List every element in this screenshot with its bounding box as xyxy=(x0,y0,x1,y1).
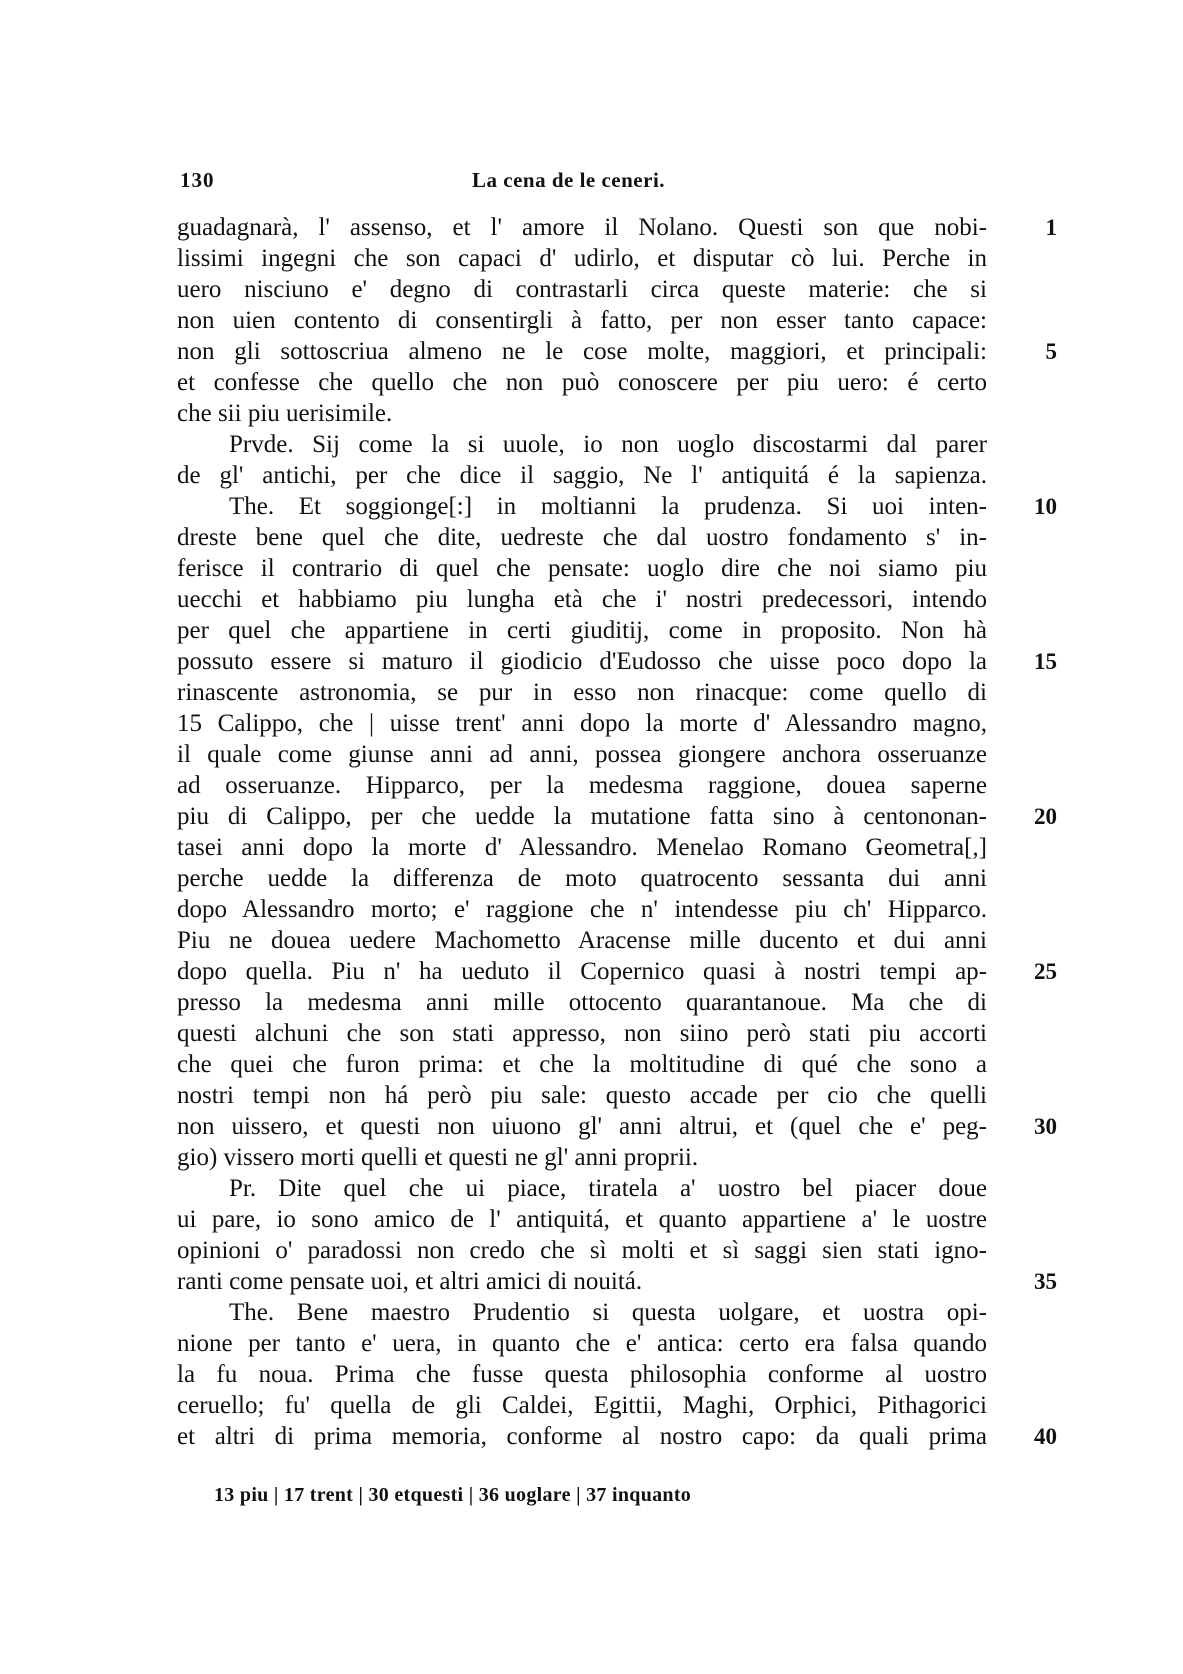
line-text: et altri di prima memoria, conforme al nostro capo: da quali prima xyxy=(177,1423,987,1450)
text-line xyxy=(177,243,987,274)
line-text: uero nisciuno e' degno di contrastarli circa queste materie: che si xyxy=(177,276,987,303)
line-text: The. Et soggionge[:] in moltianni la prudenza. Si uoi inten- xyxy=(229,493,987,520)
text-line xyxy=(177,1235,987,1266)
line-text: dopo Alessandro morto; e' raggione che n' intendesse piu ch' Hipparco. xyxy=(177,896,987,923)
body-text xyxy=(177,212,1057,1452)
line-text: ranti come pensate uoi, et altri amici di nouitá. xyxy=(177,1268,643,1295)
line-text: per quel che appartiene in certi giuditij, come in proposito. Non hà xyxy=(177,617,987,644)
text-line xyxy=(177,1359,987,1390)
line-text: ceruello; fu' quella de gli Caldei, Egittii, Maghi, Orphici, Pithagorici xyxy=(177,1392,987,1419)
page-number: 130 xyxy=(180,168,215,192)
text-line xyxy=(177,212,1057,243)
text-line xyxy=(177,522,987,553)
line-text: dopo quella. Piu n' ha ueduto il Copernico quasi à nostri tempi ap- xyxy=(177,958,987,985)
line-text: Piu ne douea uedere Machometto Aracense mille ducento et dui anni xyxy=(177,927,987,954)
text-line xyxy=(177,956,1057,987)
text-line xyxy=(177,584,987,615)
line-number: 30 xyxy=(1034,1114,1057,1139)
text-line xyxy=(177,863,987,894)
line-text: 15 Calippo, che | uisse trent' anni dopo la morte d' Alessandro magno, xyxy=(177,710,987,737)
line-text: non uien contento di consentirgli à fatto, per non esser tanto capace: xyxy=(177,307,987,334)
line-text: opinioni o' paradossi non credo che sì molti et sì saggi sien stati igno- xyxy=(177,1237,987,1264)
line-text: gio) vissero morti quelli et questi ne gl' anni proprii. xyxy=(177,1144,699,1171)
text-line xyxy=(177,739,987,770)
text-line xyxy=(177,1204,987,1235)
text-line xyxy=(177,553,987,584)
line-number: 15 xyxy=(1034,649,1057,674)
line-text: che sii piu uerisimile. xyxy=(177,400,393,427)
text-line xyxy=(177,305,987,336)
line-text: non gli sottoscriua almeno ne le cose molte, maggiori, et principali: xyxy=(177,338,987,365)
line-text: et confesse che quello che non può conoscere per piu uero: é certo xyxy=(177,369,987,396)
line-text: rinascente astronomia, se pur in esso non rinacque: come quello di xyxy=(177,679,987,706)
line-text: The. Bene maestro Prudentio si questa uolgare, et uostra opi- xyxy=(229,1299,987,1326)
text-line xyxy=(177,1328,987,1359)
text-line xyxy=(177,615,987,646)
text-line xyxy=(177,274,987,305)
line-text: guadagnarà, l' assenso, et l' amore il Nolano. Questi son que nobi- xyxy=(177,214,987,241)
text-line xyxy=(177,1390,987,1421)
line-text: la fu noua. Prima che fusse questa philosophia conforme al uostro xyxy=(177,1361,987,1388)
line-number: 35 xyxy=(1034,1269,1057,1294)
text-line xyxy=(177,1080,987,1111)
line-text: dreste bene quel che dite, uedreste che dal uostro fondamento s' in- xyxy=(177,524,987,551)
line-text: piu di Calippo, per che uedde la mutatione fatta sino à centononan- xyxy=(177,803,987,830)
line-number: 20 xyxy=(1034,804,1057,829)
line-text: ui pare, io sono amico de l' antiquitá, et quanto appartiene a' le uostre xyxy=(177,1206,987,1233)
line-text: questi alchuni che son stati appresso, non siino però stati piu accorti xyxy=(177,1020,987,1047)
text-line xyxy=(177,1297,987,1328)
text-line xyxy=(177,1173,987,1204)
text-line xyxy=(177,1049,987,1080)
text-line xyxy=(177,770,987,801)
text-line xyxy=(177,1421,1057,1452)
line-text: non uissero, et questi non uiuono gl' anni altrui, et (quel che e' peg- xyxy=(177,1113,987,1140)
line-text: perche uedde la differenza de moto quatrocento sessanta dui anni xyxy=(177,865,987,892)
text-line xyxy=(177,398,987,429)
line-text: Prvde. Sij come la si uuole, io non uoglo discostarmi dal parer xyxy=(229,431,987,458)
line-text: possuto essere si maturo il giodicio d'Eudosso che uisse poco dopo la xyxy=(177,648,987,675)
text-line xyxy=(177,1142,987,1173)
running-head xyxy=(0,168,1183,198)
line-number: 40 xyxy=(1034,1424,1057,1449)
line-text: de gl' antichi, per che dice il saggio, Ne l' antiquitá é la sapienza. xyxy=(177,462,987,489)
text-line xyxy=(177,801,1057,832)
text-line xyxy=(177,1266,1057,1297)
line-text: Pr. Dite quel che ui piace, tiratela a' uostro bel piacer doue xyxy=(229,1175,987,1202)
text-line xyxy=(177,491,1057,522)
line-text: presso la medesma anni mille ottocento quarantanoue. Ma che di xyxy=(177,989,987,1016)
text-line xyxy=(177,925,987,956)
text-line xyxy=(177,429,987,460)
text-line xyxy=(177,336,1057,367)
line-text: ferisce il contrario di quel che pensate: uoglo dire che noi siamo piu xyxy=(177,555,987,582)
line-text: lissimi ingegni che son capaci d' udirlo, et disputar cò lui. Perche in xyxy=(177,245,987,272)
text-line xyxy=(177,894,987,925)
text-line xyxy=(177,677,987,708)
footnote-variants: 13 piu | 17 trent | 30 etquesti | 36 uoglare | 37 inquanto xyxy=(214,1484,692,1506)
line-text: che quei che furon prima: et che la moltitudine di qué che sono a xyxy=(177,1051,987,1078)
line-text: nostri tempi non há però piu sale: questo accade per cio che quelli xyxy=(177,1082,987,1109)
text-line xyxy=(177,1111,1057,1142)
line-number: 25 xyxy=(1034,959,1057,984)
text-line xyxy=(177,1018,987,1049)
line-text: tasei anni dopo la morte d' Alessandro. Menelao Romano Geometra[,] xyxy=(177,834,987,861)
text-line xyxy=(177,460,987,491)
line-number: 10 xyxy=(1034,494,1057,519)
line-text: nione per tanto e' uera, in quanto che e' antica: certo era falsa quando xyxy=(177,1330,987,1357)
line-text: ad osseruanze. Hipparco, per la medesma raggione, douea saperne xyxy=(177,772,987,799)
text-line xyxy=(177,708,987,739)
line-text: il quale come giunse anni ad anni, possea giongere anchora osseruanze xyxy=(177,741,987,768)
text-line xyxy=(177,646,1057,677)
running-title: La cena de le ceneri. xyxy=(472,168,666,192)
line-text: uecchi et habbiamo piu lungha età che i' nostri predecessori, intendo xyxy=(177,586,987,613)
text-line xyxy=(177,987,987,1018)
line-number: 1 xyxy=(1045,215,1057,240)
text-line xyxy=(177,832,987,863)
text-line xyxy=(177,367,987,398)
line-number: 5 xyxy=(1045,339,1057,364)
